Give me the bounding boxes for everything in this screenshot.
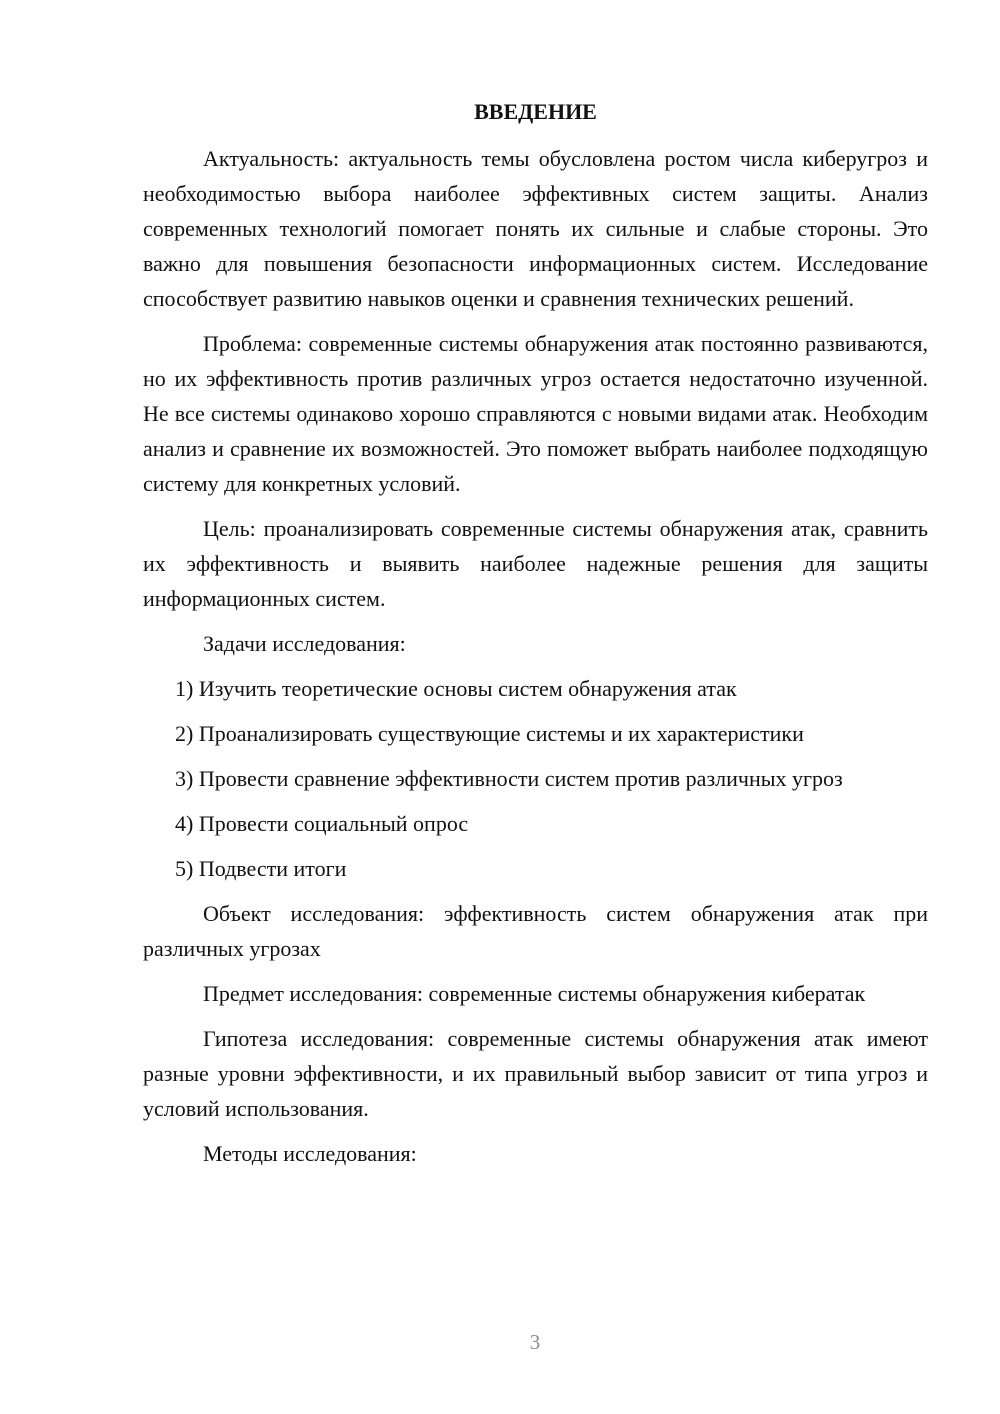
- list-item: 4) Провести социальный опрос: [175, 811, 469, 836]
- tasks-label: Задачи исследования:: [203, 631, 406, 656]
- list-item: 2) Проанализировать существующие системы и их характеристики: [175, 721, 804, 746]
- relevance-paragraph: Актуальность: актуальность темы обусловлена ростом числа киберугроз и необходимостью выбора наиболее эффективных систем защиты. Анализ современных технологий помогает понять их сильные и слабые стороны. Это важно для повышения безопасности информационных систем. Исследование способствует развитию навыков оценки и сравнения технических решений.: [143, 146, 928, 311]
- page-number: 3: [529, 1330, 541, 1354]
- list-item: 3) Провести сравнение эффективности систем против различных угроз: [175, 766, 843, 791]
- page-content: [143, 94, 928, 1181]
- problem-paragraph: Проблема: современные системы обнаружения атак постоянно развиваются, но их эффективность против различных угроз остается недостаточно изученной. Не все системы одинаково хорошо справляются с новыми видами атак. Необходим анализ и сравнение их возможностей. Это поможет выбрать наиболее подходящую систему для конкретных условий.: [143, 331, 928, 496]
- hypothesis-paragraph: Гипотеза исследования: современные системы обнаружения атак имеют разные уровни эффективности, и их правильный выбор зависит от типа угроз и условий использования.: [143, 1026, 928, 1121]
- list-item: 5) Подвести итоги: [175, 856, 347, 881]
- goal-paragraph: Цель: проанализировать современные системы обнаружения атак, сравнить их эффективность и выявить наиболее надежные решения для защиты информационных систем.: [143, 516, 928, 611]
- tasks-list: [143, 671, 928, 886]
- list-item: 1) Изучить теоретические основы систем обнаружения атак: [175, 676, 737, 701]
- page-title: ВВЕДЕНИЕ: [474, 99, 597, 124]
- subject-paragraph: Предмет исследования: современные системы обнаружения кибератак: [203, 981, 866, 1006]
- methods-label: Методы исследования:: [203, 1141, 417, 1166]
- object-paragraph: Объект исследования: эффективность систем обнаружения атак при различных угрозах: [143, 901, 928, 961]
